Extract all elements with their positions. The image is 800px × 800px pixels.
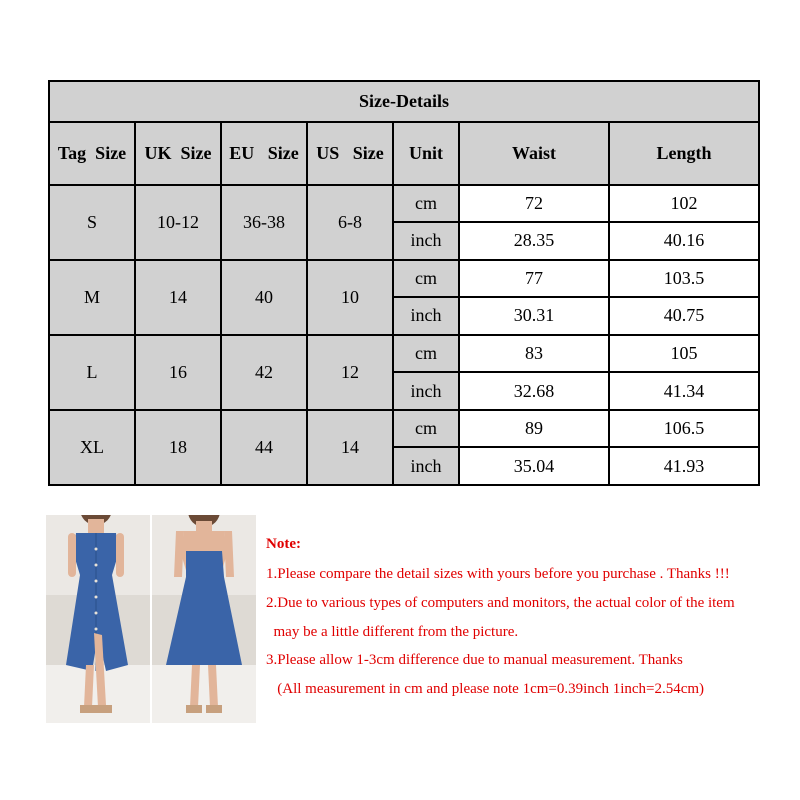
tag-size-cell: L (49, 335, 135, 410)
unit-cell: inch (393, 222, 459, 260)
table-title-row (49, 81, 759, 122)
note-line-2: 2.Due to various types of computers and monitors, the actual color of the item (266, 595, 735, 611)
us-size-cell: 12 (307, 335, 393, 410)
header-us-size: US Size (307, 122, 393, 185)
length-cell: 41.34 (609, 372, 759, 410)
eu-size-cell: 42 (221, 335, 307, 410)
tag-size-cell: S (49, 185, 135, 260)
waist-cell: 35.04 (459, 447, 609, 485)
waist-cell: 89 (459, 410, 609, 448)
size-table (48, 80, 760, 486)
table-row (49, 410, 759, 448)
unit-cell: cm (393, 335, 459, 373)
eu-size-cell: 44 (221, 410, 307, 485)
product-photo (46, 515, 256, 723)
waist-cell: 72 (459, 185, 609, 223)
length-cell: 40.75 (609, 297, 759, 335)
uk-size-cell: 14 (135, 260, 221, 335)
dress-photo-illustration (46, 515, 256, 723)
length-cell: 106.5 (609, 410, 759, 448)
waist-cell: 30.31 (459, 297, 609, 335)
note-line-1: 1.Please compare the detail sizes with yours before you purchase . Thanks !!! (266, 566, 730, 582)
waist-cell: 77 (459, 260, 609, 298)
header-uk-size: UK Size (135, 122, 221, 185)
length-cell: 40.16 (609, 222, 759, 260)
length-cell: 102 (609, 185, 759, 223)
uk-size-cell: 16 (135, 335, 221, 410)
unit-cell: cm (393, 185, 459, 223)
uk-size-cell: 18 (135, 410, 221, 485)
table-row (49, 260, 759, 298)
table-row (49, 185, 759, 223)
unit-cell: cm (393, 410, 459, 448)
unit-cell: inch (393, 372, 459, 410)
note-line-4: (All measurement in cm and please note 1cm=0.39inch 1inch=2.54cm) (266, 681, 705, 697)
us-size-cell: 10 (307, 260, 393, 335)
table-header-row (49, 122, 759, 185)
header-length: Length (609, 122, 759, 185)
eu-size-cell: 40 (221, 260, 307, 335)
waist-cell: 32.68 (459, 372, 609, 410)
table-row (49, 335, 759, 373)
unit-cell: cm (393, 260, 459, 298)
unit-cell: inch (393, 447, 459, 485)
note-title: Note: (266, 536, 301, 552)
length-cell: 105 (609, 335, 759, 373)
header-unit: Unit (393, 122, 459, 185)
header-eu-size: EU Size (221, 122, 307, 185)
us-size-cell: 14 (307, 410, 393, 485)
unit-cell: inch (393, 297, 459, 335)
waist-cell: 83 (459, 335, 609, 373)
waist-cell: 28.35 (459, 222, 609, 260)
length-cell: 103.5 (609, 260, 759, 298)
note-line-3: 3.Please allow 1-3cm difference due to manual measurement. Thanks (266, 652, 683, 668)
length-cell: 41.93 (609, 447, 759, 485)
table-title: Size-Details (49, 81, 759, 122)
header-tag-size: Tag Size (49, 122, 135, 185)
header-waist: Waist (459, 122, 609, 185)
us-size-cell: 6-8 (307, 185, 393, 260)
tag-size-cell: M (49, 260, 135, 335)
note-line-2-cont: may be a little different from the picture. (266, 624, 519, 640)
uk-size-cell: 10-12 (135, 185, 221, 260)
tag-size-cell: XL (49, 410, 135, 485)
eu-size-cell: 36-38 (221, 185, 307, 260)
